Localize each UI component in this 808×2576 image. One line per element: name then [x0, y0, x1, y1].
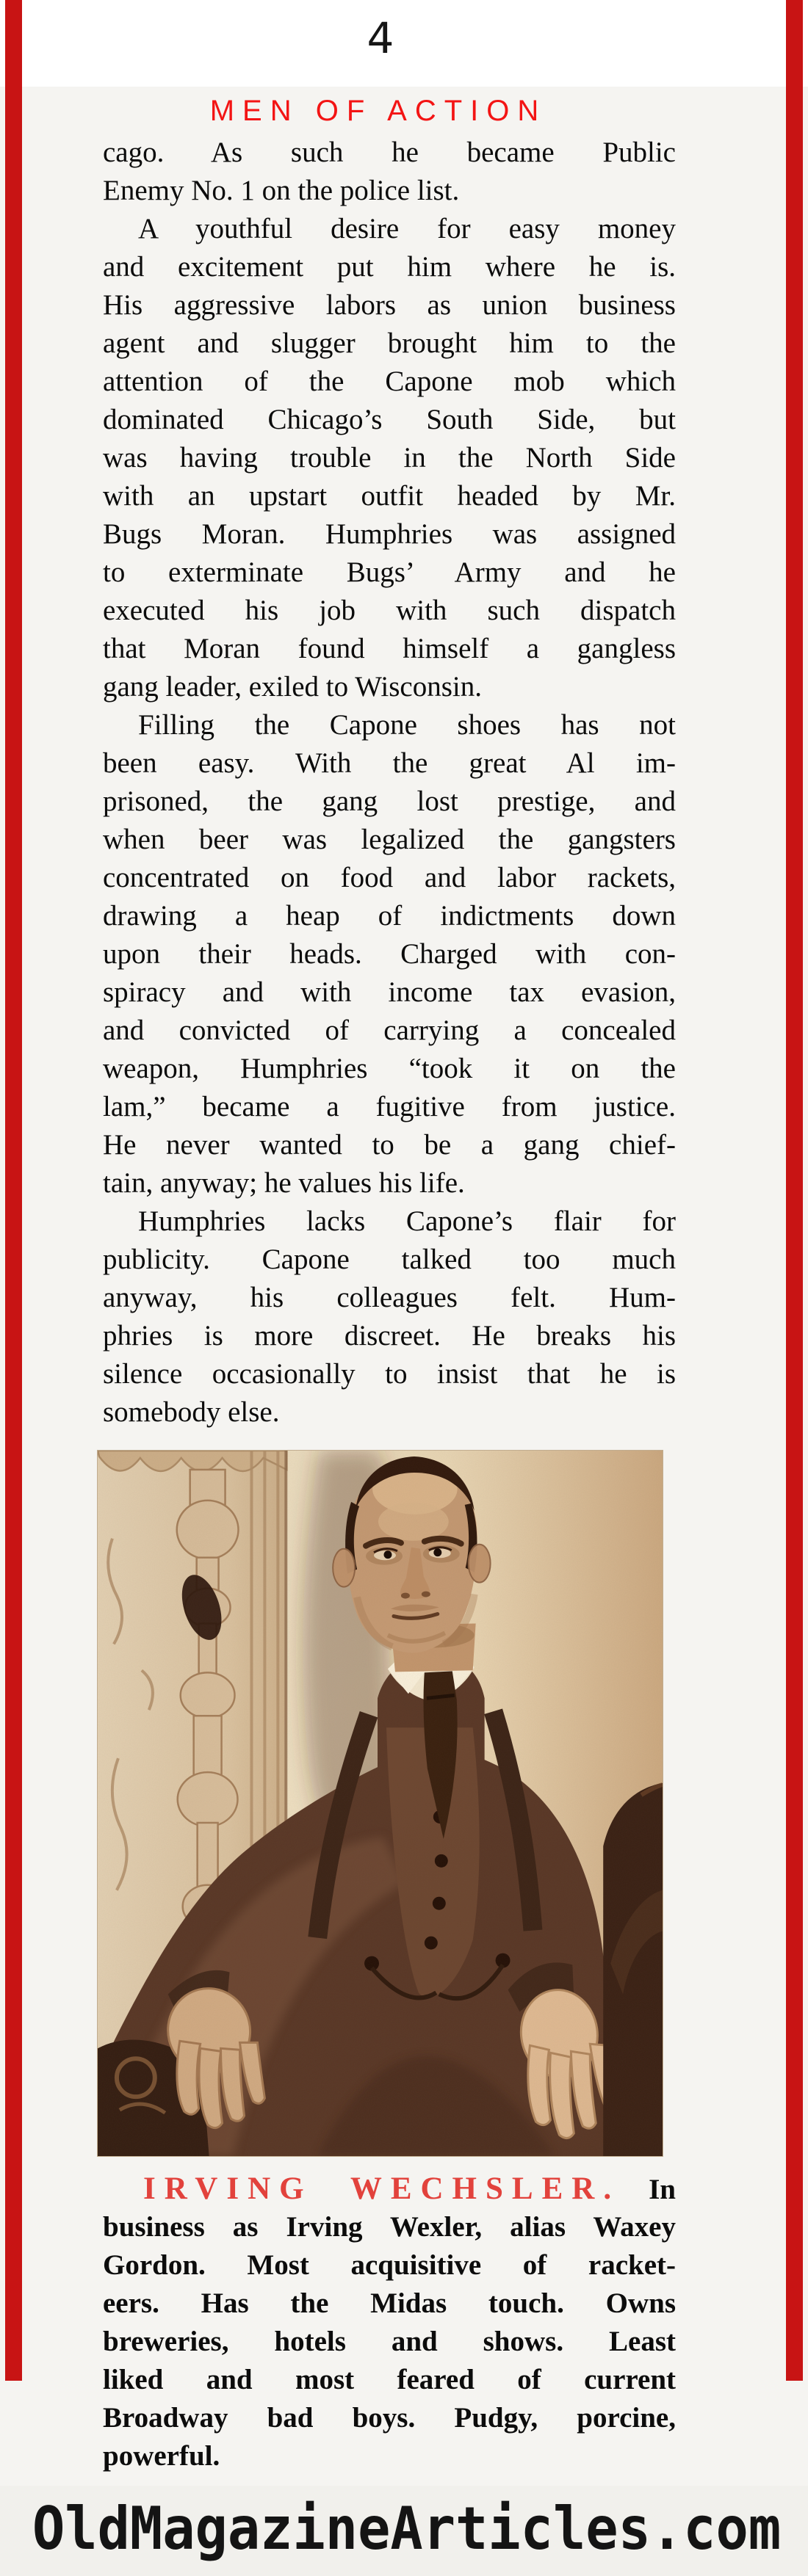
- article-text: [103, 134, 676, 1432]
- article-text-line: somebody else.: [103, 1396, 280, 1428]
- article-text-line: agent and slugger brought him to the: [103, 327, 676, 359]
- website-url: OldMagazineArticles.com: [32, 2495, 782, 2563]
- article-text-line: upon their heads. Charged with con-: [103, 938, 676, 970]
- article-text-line: executed his job with such dispatch: [103, 595, 676, 626]
- article-text-line: silence occasionally to insist that he is: [103, 1358, 676, 1390]
- article-text-line: anyway, his colleagues felt. Hum-: [103, 1282, 676, 1313]
- article-text-line: to exterminate Bugs’ Army and he: [103, 556, 676, 588]
- article-text-line: A youthful desire for easy money: [138, 213, 676, 244]
- article-text-line: that Moran found himself a gangless: [103, 633, 676, 664]
- photo-caption: [103, 2170, 676, 2475]
- caption-text-line: Broadway bad boys. Pudgy, porcine,: [103, 2402, 676, 2434]
- article-text-line: been easy. With the great Al im-: [103, 747, 676, 779]
- article-text-line: dominated Chicago’s South Side, but: [103, 404, 676, 435]
- caption-lines: [103, 2208, 676, 2475]
- caption-text-line: Gordon. Most acquisitive of racket-: [103, 2249, 676, 2281]
- article-text-line: publicity. Capone talked too much: [103, 1244, 676, 1275]
- article-text-line: Filling the Capone shoes has not: [138, 709, 676, 741]
- caption-text-line: breweries, hotels and shows. Least: [103, 2326, 676, 2357]
- article-text-line: and convicted of carrying a concealed: [103, 1015, 676, 1046]
- article-text-line: spiracy and with income tax evasion,: [103, 976, 676, 1008]
- caption-first-line: [103, 2170, 676, 2208]
- article-text-line: prisoned, the gang lost prestige, and: [103, 786, 676, 817]
- caption-first-line-rest: In: [620, 2174, 676, 2205]
- article-text-line: was having trouble in the North Side: [103, 442, 676, 474]
- portrait-photo-illustration: [98, 1451, 663, 2156]
- article-text-line: gang leader, exiled to Wisconsin.: [103, 671, 483, 703]
- article-text-line: drawing a heap of indictments down: [103, 900, 676, 932]
- article-text-line: His aggressive labors as union business: [103, 289, 676, 321]
- article-text-line: concentrated on food and labor rackets,: [103, 862, 676, 893]
- caption-text-line: business as Irving Wexler, alias Waxey: [103, 2211, 676, 2243]
- caption-text-line: powerful.: [103, 2440, 220, 2472]
- article-text-line: with an upstart outfit headed by Mr.: [103, 480, 676, 512]
- caption-lead: IRVING WECHSLER.: [143, 2172, 621, 2206]
- article-text-line: when beer was legalized the gangsters: [103, 824, 676, 855]
- portrait-photo: [97, 1450, 663, 2157]
- right-red-edge-bar: [786, 0, 803, 2381]
- article-text-line: He never wanted to be a gang chief-: [103, 1129, 676, 1161]
- section-title: MEN OF ACTION: [209, 95, 547, 127]
- article-text-line: Bugs Moran. Humphries was assigned: [103, 518, 676, 550]
- page-number: 4: [367, 13, 394, 63]
- article-text-line: phries is more discreet. He breaks his: [103, 1320, 676, 1352]
- article-text-line: cago. As such he became Public: [103, 137, 676, 168]
- article-text-line: attention of the Capone mob which: [103, 366, 676, 397]
- article-text-line: Enemy No. 1 on the police list.: [103, 175, 460, 206]
- article-text-line: weapon, Humphries “took it on the: [103, 1053, 676, 1084]
- article-text-line: and excitement put him where he is.: [103, 251, 676, 283]
- caption-text-line: liked and most feared of current: [103, 2364, 676, 2395]
- article-text-line: tain, anyway; he values his life.: [103, 1167, 465, 1199]
- caption-text-line: eers. Has the Midas touch. Owns: [103, 2287, 676, 2319]
- article-text-line: Humphries lacks Capone’s flair for: [138, 1205, 676, 1237]
- left-red-edge-bar: [5, 0, 22, 2381]
- article-text-line: lam,” became a fugitive from justice.: [103, 1091, 676, 1122]
